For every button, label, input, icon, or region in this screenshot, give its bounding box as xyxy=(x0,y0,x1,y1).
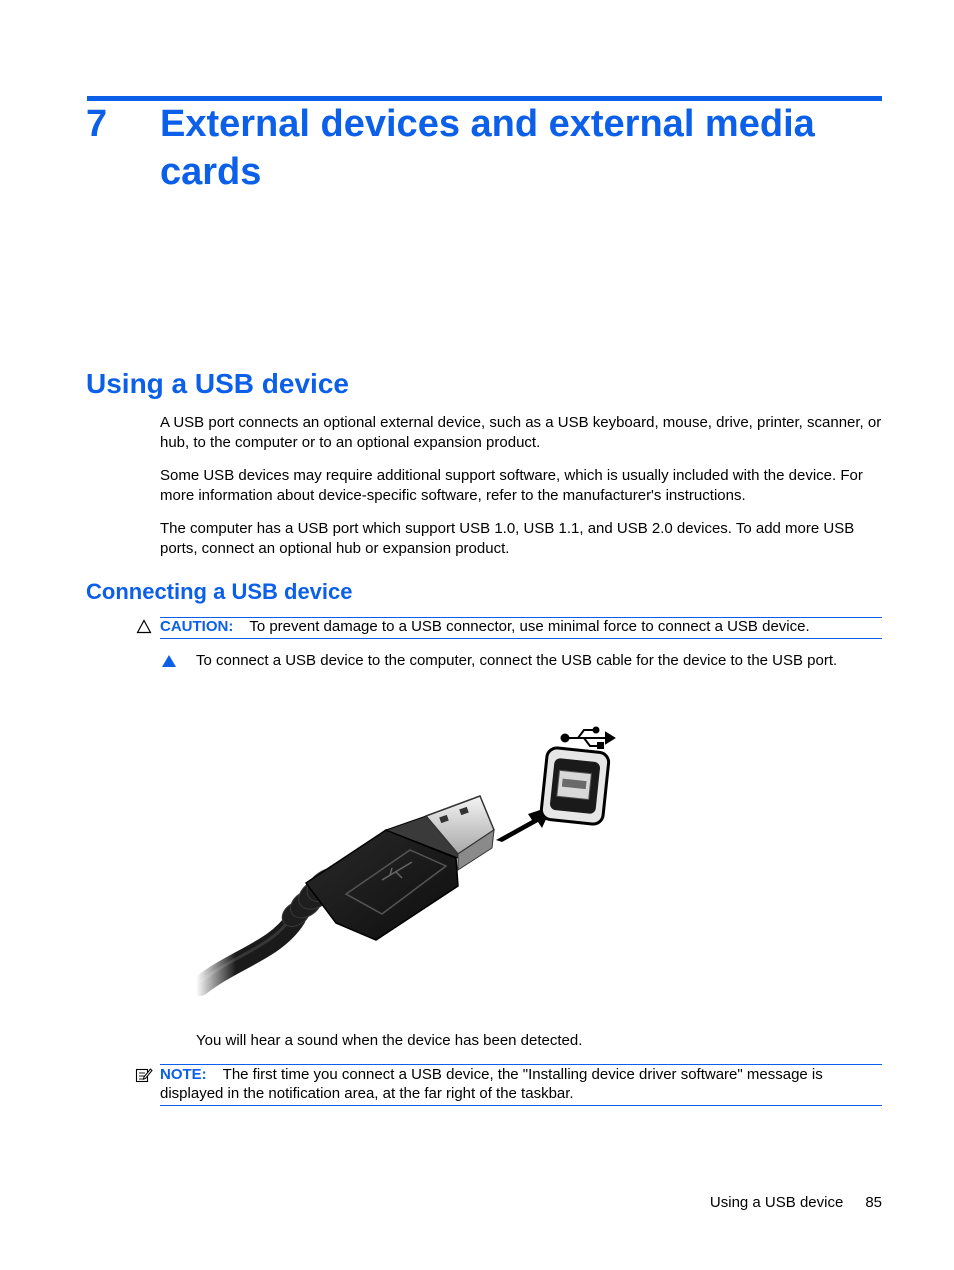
page-footer xyxy=(640,1193,882,1213)
page-number: 85 xyxy=(865,1194,882,1211)
usb-connection-illustration xyxy=(196,718,626,1000)
caution-triangle-icon xyxy=(136,619,152,634)
usb-symbol-icon xyxy=(562,728,615,749)
paragraph: Some USB devices may require additional support software, which is usually included with the device. For more information about device-specific software, refer to the manufacturer's instructions. xyxy=(160,467,863,504)
step-text: To connect a USB device to the computer, connect the USB cable for the device to the USB port. xyxy=(196,652,838,669)
caution-callout xyxy=(160,617,882,637)
footer-section: Using a USB device xyxy=(709,1194,844,1211)
detection-text: You will hear a sound when the device has been detected. xyxy=(196,1032,583,1049)
caution-label: CAUTION: xyxy=(160,618,234,635)
caution-text: To prevent damage to a USB connector, use minimal force to connect a USB device. xyxy=(249,618,810,635)
step-triangle-icon xyxy=(161,654,177,668)
note-callout xyxy=(160,1065,882,1103)
paragraph: A USB port connects an optional external device, such as a USB keyboard, mouse, drive, printer, scanner, or hub, to the computer or to an optional expansion product. xyxy=(160,414,882,451)
note-label: NOTE: xyxy=(160,1066,207,1083)
chapter-title: External devices and external media cards xyxy=(160,103,815,193)
subsection-title: Connecting a USB device xyxy=(86,579,353,604)
note-text: The first time you connect a USB device, the "Installing device driver software" message is displayed in the notification area, at the far right of the taskbar. xyxy=(160,1066,823,1102)
paragraph: The computer has a USB port which support USB 1.0, USB 1.1, and USB 2.0 devices. To add more USB ports, connect an optional hub or expansion product. xyxy=(160,520,855,557)
chapter-number: 7 xyxy=(86,103,108,145)
note-pencil-icon xyxy=(135,1066,153,1084)
section-title: Using a USB device xyxy=(86,368,349,399)
